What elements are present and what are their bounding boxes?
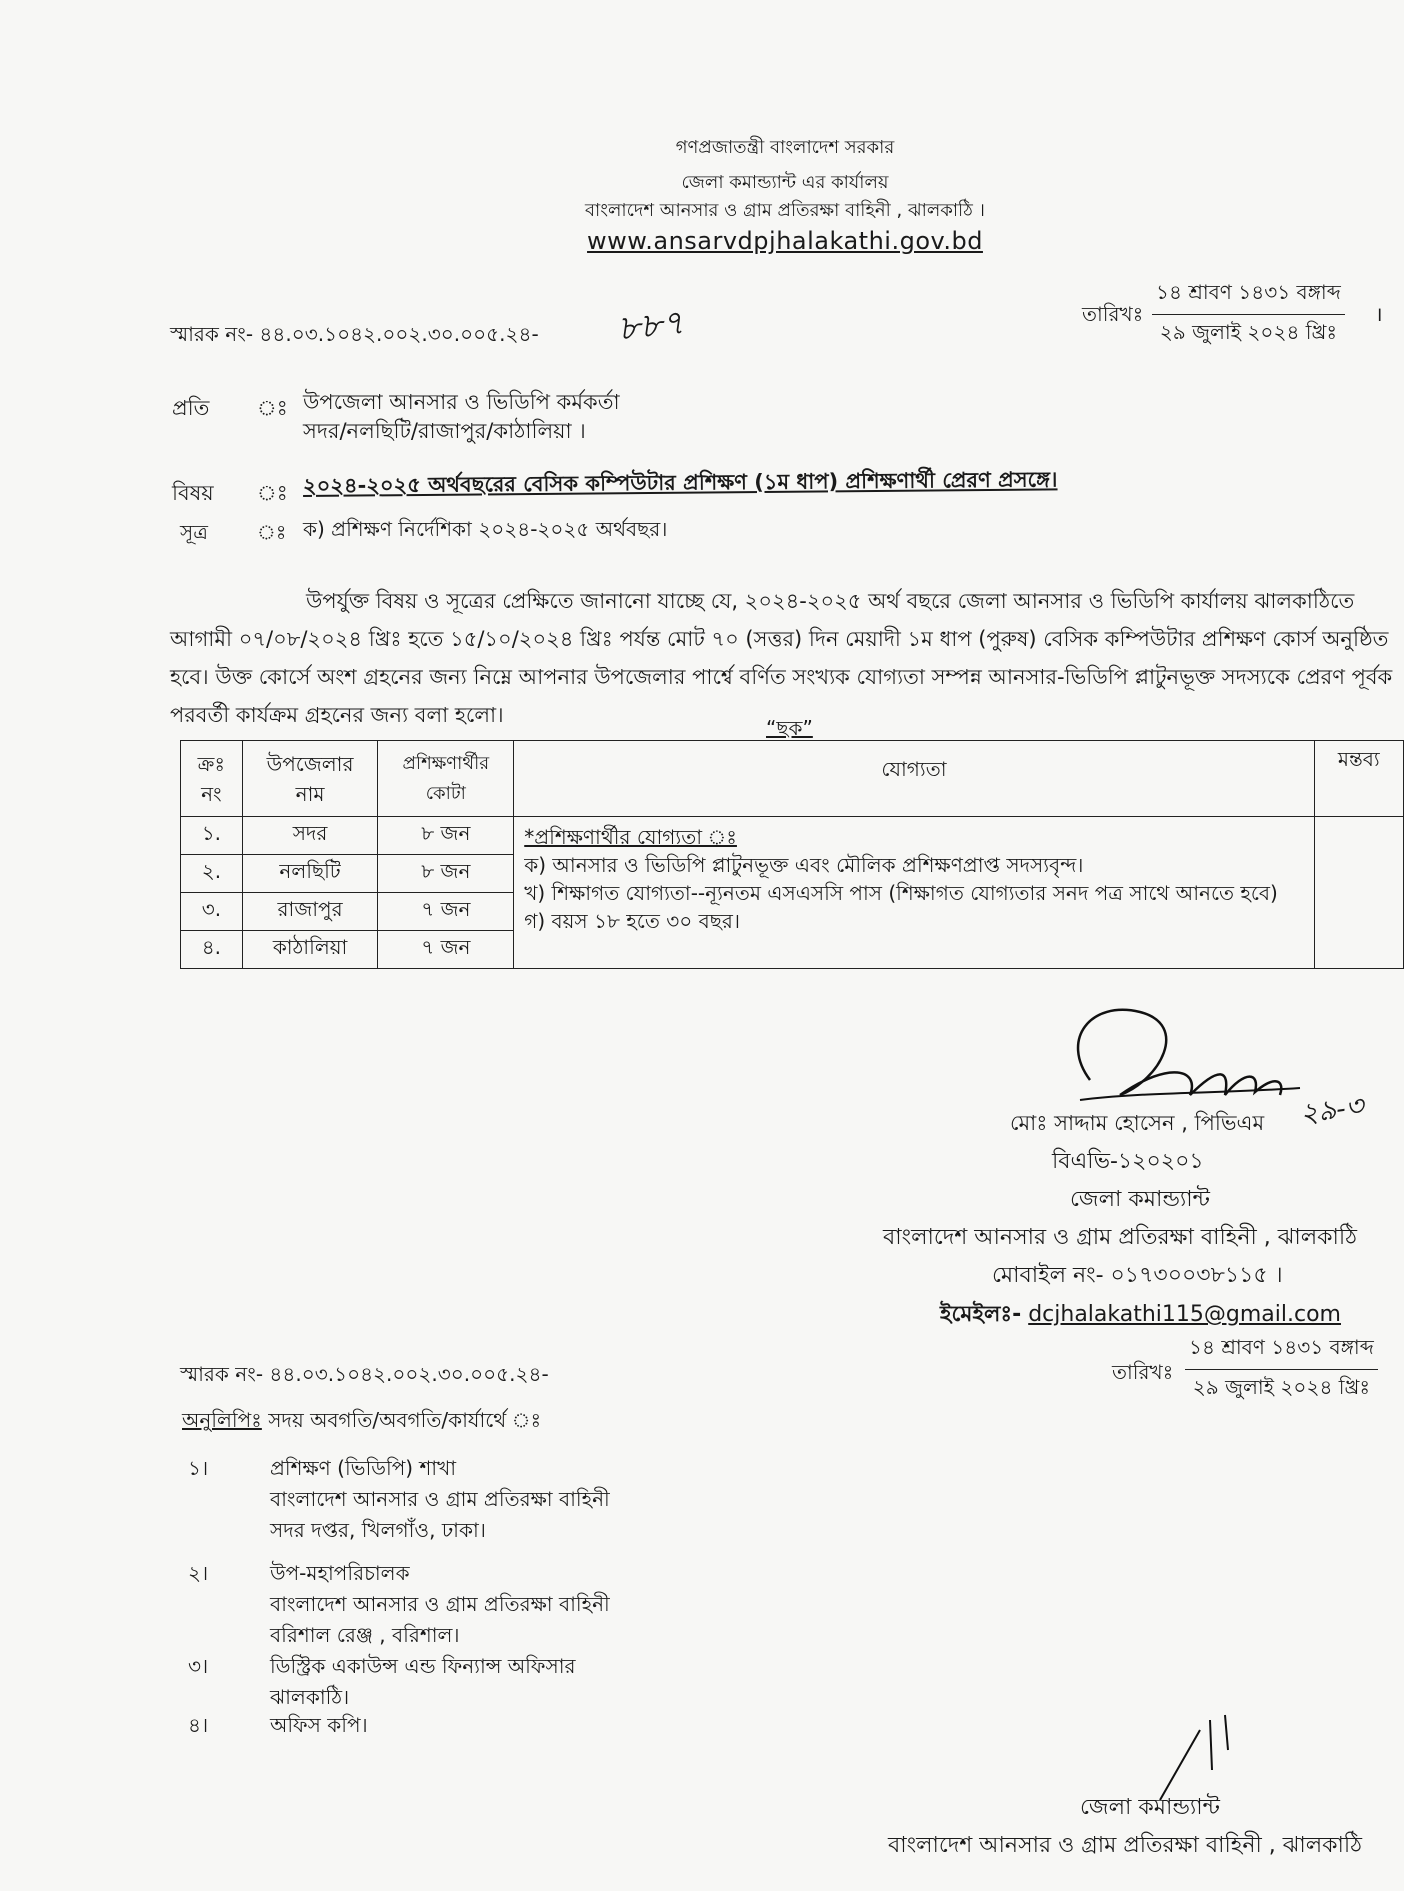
cc-memo-number: ৪৪.০৩.১০৪২.০০২.৩০.০০৫.২৪- [269, 1362, 549, 1386]
remarks-cell [1314, 817, 1403, 969]
row-serial: ৩. [181, 893, 243, 931]
memo-label: স্মারক নং- [170, 322, 254, 346]
qualification-cell [514, 817, 1314, 969]
qualification-item: ক) আনসার ও ভিডিপি প্লাটুনভূক্ত এবং মৌলিক প্রশিক্ষণপ্রাপ্ত সদস্যবৃন্দ। [524, 853, 1084, 877]
cc-memo-label: স্মারক নং- [180, 1362, 264, 1386]
cc-item-line: প্রশিক্ষণ (ভিডিপি) শাখা [270, 1456, 457, 1480]
memo-line [170, 320, 539, 353]
cc-item-number: ২। [188, 1561, 209, 1585]
cc-item-number: ১। [188, 1456, 209, 1480]
cc-item-line: ডিস্ট্রিক একাউন্স এন্ড ফিন্যান্স অফিসার [270, 1654, 576, 1678]
cc-item-line: অফিস কপি। [270, 1713, 368, 1737]
row-serial: ১. [181, 817, 243, 855]
row-quota: ৭ জন [378, 893, 514, 931]
body-paragraph: উপর্যুক্ত বিষয় ও সূত্রের প্রেক্ষিতে জানানো যাচ্ছে যে, ২০২৪-২০২৫ অর্থ বছরে জেলা আনসার ও ভিডিপি কার্যালয় ঝালকাঠিতে আগামী ০৭/০৮/২০২৪ খ্রিঃ হতে ১৫/১০/২০২৪ খ্রিঃ পর্যন্ত মোট ৭০ (সত্তর) দিন মেয়াদী ১ম ধাপ (পুরুষ) বেসিক কম্পিউটার প্রশিক্ষণ কোর্স অনুষ্ঠিত হবে। উক্ত কোর্সে অংশ গ্রহনের জন্য নিম্নে আপনার উপজেলার পার্শ্বে বর্ণিত সংখ্যক যোগ্যতা সম্পন্ন আনসার-ভিডিপি প্লাটুনভূক্ত সদস্যকে প্রেরণ পূর্বক পরবর্তী কার্যক্রম গ্রহনের জন্য বলা হলো। [170, 589, 1393, 727]
cc-item-number: ৪। [188, 1713, 209, 1737]
row-serial: ৪. [181, 931, 243, 969]
website-link[interactable]: www.ansarvdpjhalakathi.gov.bd [587, 227, 983, 255]
memo-number: ৪৪.০৩.১০৪২.০০২.৩০.০০৫.২৪- [259, 322, 539, 346]
qualification-title: *প্রশিক্ষণার্থীর যোগ্যতা ঃ [524, 825, 737, 849]
header-serial: ক্রঃ নং [181, 741, 243, 817]
table-header-row [181, 741, 1404, 817]
header-upazila: উপজেলার নাম [242, 741, 378, 817]
row-upazila: সদর [242, 817, 378, 855]
row-quota: ৮ জন [378, 855, 514, 893]
subject-text: ২০২৪-২০২৫ অর্থবছরের বেসিক কম্পিউটার প্রশিক্ষণ (১ম ধাপ) প্রশিক্ষণার্থী প্রেরণ প্রসঙ্গে। [302, 467, 1058, 498]
table-row [181, 817, 1404, 855]
signer-mobile: মোবাইল নং- ০১৭৩০০৩৮১১৫ । [992, 1263, 1283, 1288]
signer-email-line [940, 1297, 1341, 1334]
cc-item-line: বাংলাদেশ আনসার ও গ্রাম প্রতিরক্ষা বাহিনী [270, 1487, 610, 1511]
cc-item-line: ঝালকাঠি। [270, 1685, 350, 1709]
subject-label: বিষয় [172, 481, 214, 505]
qualification-item: গ) বয়স ১৮ হতে ৩০ বছর। [524, 909, 740, 933]
cc-item [270, 1453, 610, 1546]
office-title: জেলা কমান্ড্যান্ট এর কার্যালয় [681, 172, 889, 193]
email-label: ইমেইলঃ- [940, 1302, 1022, 1327]
signer-id: বিএভি-১২০২০১ [1052, 1149, 1204, 1174]
cc-item-line: বরিশাল রেঞ্জ , বরিশাল। [270, 1623, 460, 1647]
row-serial: ২. [181, 855, 243, 893]
cc-date-label: তারিখঃ [1112, 1360, 1174, 1384]
signer-org: বাংলাদেশ আনসার ও গ্রাম প্রতিরক্ষা বাহিনী , ঝালকাঠি [883, 1225, 1357, 1250]
row-quota: ৮ জন [378, 817, 514, 855]
cc-item-number: ৩। [188, 1654, 209, 1678]
row-upazila: কাঠালিয়া [242, 931, 378, 969]
cc-item-line: উপ-মহাপরিচালক [270, 1561, 410, 1585]
to-line1: উপজেলা আনসার ও ভিডিপি কর্মকর্তা [303, 390, 620, 414]
reference-text: ক) প্রশিক্ষণ নির্দেশিকা ২০২৪-২০২৫ অর্থবছর। [303, 517, 668, 541]
govt-title: গণপ্রজাতন্ত্রী বাংলাদেশ সরকার [675, 137, 895, 158]
cc-date-bangla: ১৪ শ্রাবণ ১৪৩১ বঙ্গাব্দ [1185, 1333, 1378, 1370]
row-quota: ৭ জন [378, 931, 514, 969]
table-caption: “ছক” [766, 716, 813, 740]
header-remarks: মন্তব্য [1314, 741, 1403, 817]
qualification-item: খ) শিক্ষাগত যোগ্যতা--ন্যূনতম এসএসসি পাস (শিক্ষাগত যোগ্যতার সনদ পত্র সাথে আনতে হবে) [524, 881, 1278, 905]
cc-intro [182, 1406, 541, 1439]
signature-handwritten-date: ২৯-৩ [1297, 1088, 1366, 1131]
quota-table [180, 740, 1404, 969]
row-upazila: নলছিটি [242, 855, 378, 893]
handwritten-memo-number: ৮৮৭ [615, 302, 686, 350]
cc-item-line: সদর দপ্তর, খিলগাঁও, ঢাকা। [270, 1518, 486, 1542]
to-label: প্রতি [172, 396, 210, 420]
date-bangla: ১৪ শ্রাবণ ১৪৩১ বঙ্গাব্দ [1152, 278, 1345, 315]
cc-intro-label: অনুলিপিঃ [182, 1408, 262, 1432]
date-label: তারিখঃ [1082, 302, 1144, 326]
cc-item [270, 1710, 368, 1741]
to-line2: সদর/নলছিটি/রাজাপুর/কাঠালিয়া । [303, 419, 586, 443]
reference-label: সূত্র [180, 520, 208, 544]
footer-org: বাংলাদেশ আনসার ও গ্রাম প্রতিরক্ষা বাহিনী , ঝালকাঠি [888, 1833, 1362, 1858]
cc-memo-line [180, 1360, 549, 1393]
email-link[interactable]: dcjhalakathi115@gmail.com [1028, 1302, 1341, 1327]
reference-sep: ঃ [257, 520, 287, 544]
signer-designation: জেলা কমান্ড্যান্ট [1070, 1187, 1210, 1212]
header-qualification: যোগ্যতা [514, 741, 1314, 817]
cc-intro-text: সদয় অবগতি/অবগতি/কার্যার্থে ঃ [268, 1408, 542, 1432]
cc-date-english: ২৯ জুলাই ২০২৪ খ্রিঃ [1192, 1375, 1371, 1399]
cc-item [270, 1651, 576, 1713]
row-upazila: রাজাপুর [242, 893, 378, 931]
header-quota: প্রশিক্ষণার্থীর কোটা [378, 741, 514, 817]
cc-item [270, 1558, 610, 1651]
date-suffix: । [1375, 302, 1383, 326]
signature-scribble [1050, 1000, 1310, 1120]
subject-sep: ঃ [257, 481, 288, 505]
cc-item-line: বাংলাদেশ আনসার ও গ্রাম প্রতিরক্ষা বাহিনী [270, 1592, 610, 1616]
org-title: বাংলাদেশ আনসার ও গ্রাম প্রতিরক্ষা বাহিনী , ঝালকাঠি । [585, 200, 985, 221]
cc-date-box [1185, 1333, 1378, 1406]
footer-designation: জেলা কমান্ড্যান্ট [1080, 1795, 1220, 1820]
signer-name: মোঃ সাদ্দাম হোসেন , পিভিএম [1010, 1111, 1265, 1135]
to-sep: ঃ [257, 396, 288, 420]
date-english: ২৯ জুলাই ২০২৪ খ্রিঃ [1159, 320, 1338, 344]
date-box [1152, 278, 1345, 351]
